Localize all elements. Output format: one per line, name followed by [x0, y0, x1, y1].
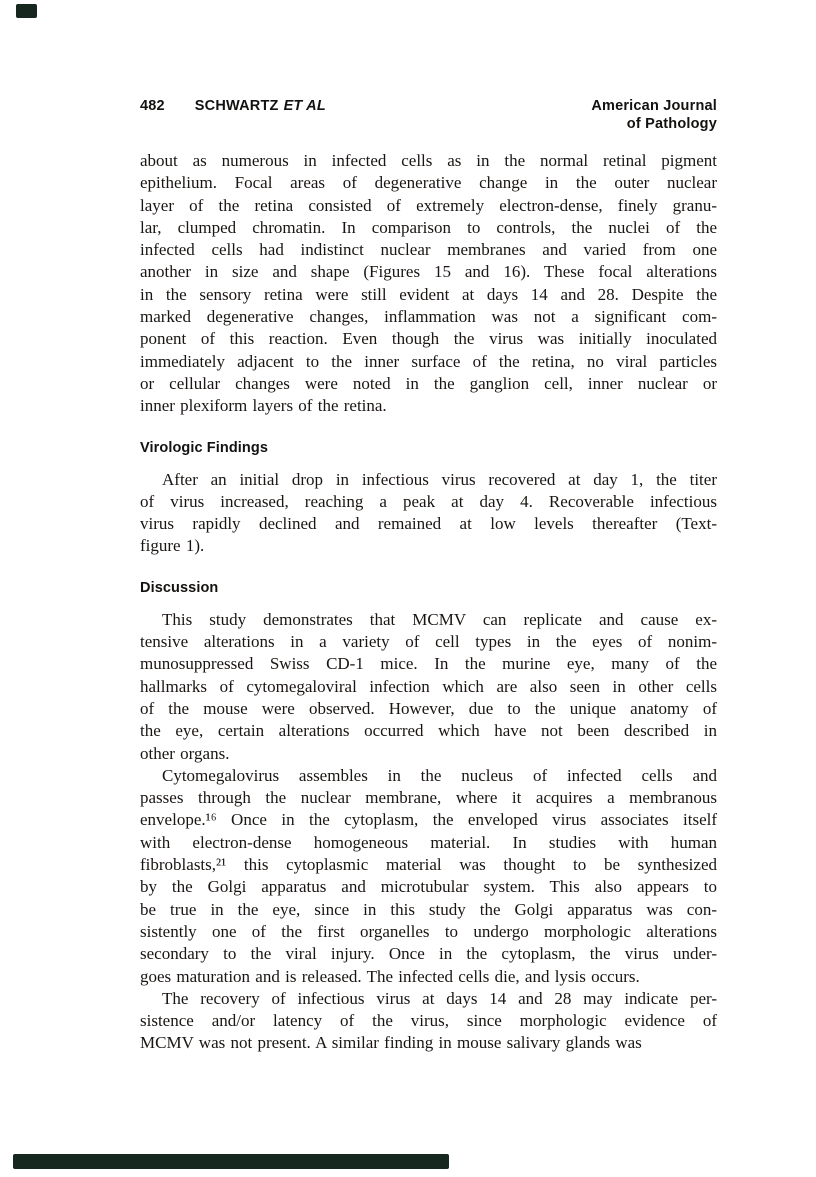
- text-line: After an initial drop in infectious virus recovered at day 1, the titer: [162, 469, 717, 489]
- running-head-right: [591, 97, 717, 133]
- authors-name: SCHWARTZ: [194, 98, 279, 114]
- paragraph: [140, 765, 717, 988]
- text-line: tensive alterations in a variety of cell types in the eyes of nonim-: [140, 632, 717, 652]
- page-blocks: [140, 150, 717, 1055]
- paragraph: [140, 150, 717, 418]
- text-line: marked degenerative changes, inflammation was not a significant com-: [140, 307, 717, 327]
- journal-page: [140, 97, 717, 1055]
- text-line: of virus increased, reaching a peak at day 4. Recoverable infectious: [140, 491, 717, 511]
- text-line: with electron-dense homogeneous material. In studies with human: [140, 832, 717, 852]
- text-line: sistence and/or latency of the virus, since morphologic evidence of: [140, 1011, 717, 1031]
- text-line: layer of the retina consisted of extremely electron-dense, finely granu-: [140, 195, 717, 215]
- text-line: munosuppressed Swiss CD-1 mice. In the murine eye, many of the: [140, 654, 717, 674]
- text-line: or cellular changes were noted in the ganglion cell, inner nuclear or: [140, 373, 717, 393]
- text-line: be true in the eye, since in this study the Golgi apparatus was con-: [140, 899, 717, 919]
- text-line: passes through the nuclear membrane, where it acquires a membranous: [140, 788, 717, 808]
- text-line: other organs.: [140, 743, 230, 763]
- text-line: fibroblasts,²¹ this cytoplasmic material was thought to be synthesized: [140, 855, 717, 875]
- text-line: Cytomegalovirus assembles in the nucleus of infected cells and: [162, 765, 717, 785]
- section-heading: Discussion: [140, 579, 219, 596]
- text-line: of the mouse were observed. However, due to the unique anatomy of: [140, 698, 717, 718]
- running-head: [140, 97, 717, 133]
- text-line: MCMV was not present. A similar finding in mouse salivary glands was: [140, 1033, 642, 1053]
- running-head-left: [140, 97, 326, 115]
- text-line: the eye, certain alterations occurred which have not been described in: [140, 721, 717, 741]
- text-line: lar, clumped chromatin. In comparison to controls, the nuclei of the: [140, 217, 717, 237]
- text-line: The recovery of infectious virus at days 14 and 28 may indicate per-: [162, 988, 717, 1008]
- text-line: figure 1).: [140, 536, 205, 556]
- text-line: sistently one of the first organelles to undergo morphologic alterations: [140, 921, 717, 941]
- paragraph: [140, 469, 717, 558]
- text-line: another in size and shape (Figures 15 and 16). These focal alterations: [140, 262, 717, 282]
- text-line: ponent of this reaction. Even though the virus was initially inoculated: [140, 329, 717, 349]
- text-line: envelope.¹⁶ Once in the cytoplasm, the enveloped virus associates itself: [140, 810, 717, 830]
- text-line: epithelium. Focal areas of degenerative change in the outer nuclear: [140, 173, 717, 193]
- text-line: infected cells had indistinct nuclear membranes and varied from one: [140, 240, 717, 260]
- authors-etal: ET AL: [283, 98, 326, 114]
- text-line: hallmarks of cytomegaloviral infection which are also seen in other cells: [140, 676, 717, 696]
- text-line: goes maturation and is released. The infected cells die, and lysis occurs.: [140, 966, 640, 986]
- paragraph: [140, 988, 717, 1055]
- text-line: virus rapidly declined and remained at low levels thereafter (Text-: [140, 514, 717, 534]
- text-line: by the Golgi apparatus and microtubular system. This also appears to: [140, 877, 717, 897]
- text-line: secondary to the viral injury. Once in the cytoplasm, the virus under-: [140, 944, 717, 964]
- journal-name-line2: of Pathology: [626, 116, 717, 132]
- section-heading: Virologic Findings: [140, 439, 269, 456]
- journal-name-line1: American Journal: [591, 98, 717, 114]
- text-line: about as numerous in infected cells as in the normal retinal pigment: [140, 151, 717, 170]
- text-line: inner plexiform layers of the retina.: [140, 396, 387, 416]
- scan-artifact-bottom-bar: [13, 1154, 449, 1169]
- text-line: This study demonstrates that MCMV can replicate and cause ex-: [162, 609, 717, 629]
- paragraph: [140, 609, 717, 765]
- scan-artifact-top-left: [16, 4, 37, 18]
- page-number: 482: [140, 98, 165, 114]
- text-line: immediately adjacent to the inner surface of the retina, no viral particles: [140, 351, 717, 371]
- text-line: in the sensory retina were still evident at days 14 and 28. Despite the: [140, 284, 717, 304]
